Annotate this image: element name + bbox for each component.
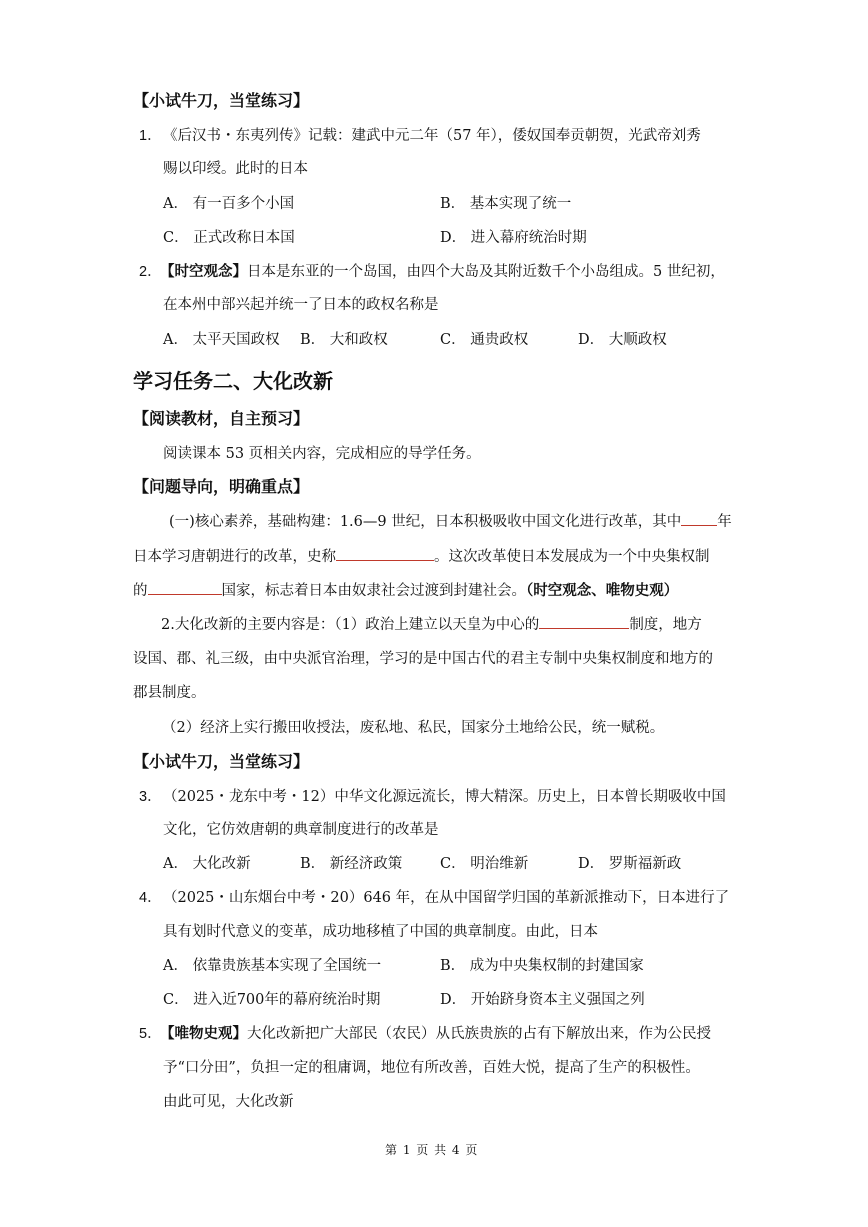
question-text <box>160 260 725 281</box>
guide-text: 。这次改革使日本发展成为一个中央集权制 <box>434 549 710 565</box>
guide-paragraph-line <box>133 545 710 566</box>
option-b: B． 大和政权 <box>300 332 388 348</box>
option-c: C． 正式改称日本国 <box>163 230 295 246</box>
option-b: B． 新经济政策 <box>300 856 403 872</box>
question-text: 赐以印绶。此时的日本 <box>163 161 308 177</box>
question-text: 在本州中部兴起并统一了日本的政权名称是 <box>163 297 439 313</box>
guide-paragraph-line <box>169 510 732 531</box>
section-heading-guide: 【问题导向，明确重点】 <box>133 477 310 496</box>
option-d: D． 大顺政权 <box>578 332 667 348</box>
option-a: A． 大化改新 <box>163 856 251 872</box>
option-a: A． 太平天国政权 <box>163 332 280 348</box>
fill-blank[interactable] <box>681 511 717 526</box>
guide-paragraph-line <box>133 579 678 600</box>
option-a: A． 依靠贵族基本实现了全国统一 <box>163 958 382 974</box>
question-number: 3． <box>139 789 162 805</box>
section-heading-reading: 【阅读教材，自主预习】 <box>133 409 310 428</box>
section-heading-practice: 【小试牛刀，当堂练习】 <box>133 752 310 771</box>
guide-text: 2.大化改新的主要内容是：（1）政治上建立以天皇为中心的 <box>161 617 540 633</box>
question-text: （2025・龙东中考・12）中华文化源远流长，博大精深。历史上，日本曾长期吸收中国 <box>163 789 726 805</box>
option-a: A． 有一百多个小国 <box>163 196 295 212</box>
guide-text: （2）经济上实行搬田收授法，废私地、私民，国家分土地给公民，统一赋税。 <box>162 720 665 736</box>
question-number: 4． <box>139 890 162 906</box>
option-c: C． 通贵政权 <box>440 332 529 348</box>
question-text: （2025・山东烟台中考・20）646 年，在从中国留学归国的革新派推动下，日本进行了 <box>163 890 730 906</box>
literacy-tag: 【唯物史观】 <box>160 1026 247 1042</box>
task-title: 学习任务二、大化改新 <box>133 369 333 393</box>
option-b: B． 基本实现了统一 <box>440 196 572 212</box>
option-d: D． 罗斯福新政 <box>578 856 682 872</box>
guide-text: 日本学习唐朝进行的改革，史称 <box>133 549 336 565</box>
fill-blank[interactable] <box>336 546 434 561</box>
guide-text: 年 <box>717 514 732 530</box>
section-heading-practice: 【小试牛刀，当堂练习】 <box>133 91 310 110</box>
guide-text: 设国、郡、礼三级，由中央派官治理，学习的是中国古代的君主专制中央集权制度和地方的 <box>133 651 713 667</box>
guide-text: 的 <box>133 583 148 599</box>
guide-paragraph-line <box>161 613 702 634</box>
page-footer: 第 1 页 共 4 页 <box>385 1143 479 1157</box>
reading-instruction: 阅读课本 53 页相关内容，完成相应的导学任务。 <box>163 446 481 462</box>
literacy-tag: （时空观念、唯物史观） <box>526 583 679 599</box>
option-c: C． 明治维新 <box>440 856 529 872</box>
option-d: D． 开始跻身资本主义强国之列 <box>440 992 645 1008</box>
guide-text: 郡县制度。 <box>133 685 206 701</box>
question-number: 5． <box>139 1026 162 1042</box>
question-text-part: 大化改新把广大部民（农民）从氏族贵族的占有下解放出来，作为公民授 <box>247 1026 711 1042</box>
question-text: 由此可见，大化改新 <box>163 1094 294 1110</box>
fill-blank[interactable] <box>148 580 222 595</box>
question-text: 具有划时代意义的变革，成功地移植了中国的典章制度。由此，日本 <box>163 924 598 940</box>
fill-blank[interactable] <box>539 614 629 629</box>
question-text: 《后汉书・东夷列传》记载：建武中元二年（57 年），倭奴国奉贡朝贺，光武帝刘秀 <box>163 128 701 144</box>
guide-text: 国家，标志着日本由奴隶社会过渡到封建社会。 <box>221 583 526 599</box>
literacy-tag: 【时空观念】 <box>160 264 247 280</box>
question-text <box>160 1022 711 1043</box>
option-d: D． 进入幕府统治时期 <box>440 230 587 246</box>
question-number: 1． <box>139 128 162 144</box>
guide-text: (一)核心素养，基础构建：1.6—9 世纪，日本积极吸收中国文化进行改革，其中 <box>169 514 682 530</box>
question-number: 2． <box>139 264 162 280</box>
question-text: 文化，它仿效唐朝的典章制度进行的改革是 <box>163 822 439 838</box>
option-c: C． 进入近700年的幕府统治时期 <box>163 992 381 1008</box>
question-text-part: 日本是东亚的一个岛国，由四个大岛及其附近数千个小岛组成。5 世纪初， <box>247 264 725 280</box>
option-b: B． 成为中央集权制的封建国家 <box>440 958 644 974</box>
guide-text: 制度，地方 <box>629 617 702 633</box>
question-text: 予“口分田”，负担一定的租庸调，地位有所改善，百姓大悦，提高了生产的积极性。 <box>163 1060 700 1076</box>
